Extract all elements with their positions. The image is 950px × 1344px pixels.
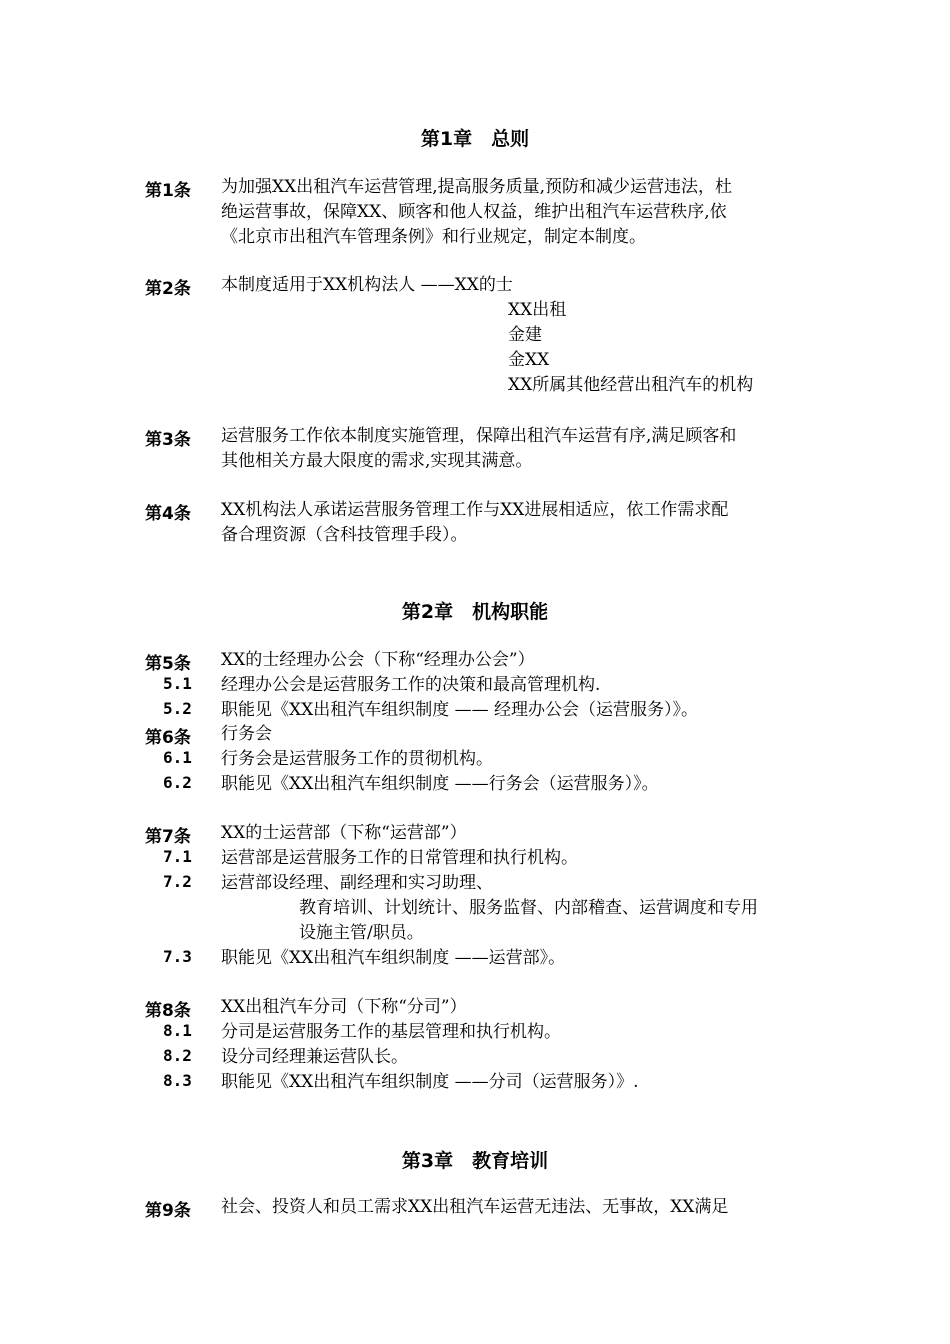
clause-number: 8.1 (163, 1021, 192, 1040)
article-label: 第4条 (145, 504, 191, 524)
clause-number: 8.2 (163, 1046, 192, 1065)
clause-number: 7.1 (163, 847, 192, 866)
article-label: 第2条 (145, 279, 191, 299)
clause-number: 5.2 (163, 699, 192, 718)
list-item: 金XX (508, 350, 550, 370)
article-label: 第8条 (145, 1001, 191, 1021)
article-text: 运营服务工作依本制度实施管理，保障出租汽车运营有序,满足顾客和 (221, 426, 737, 446)
clause-text: 经理办公会是运营服务工作的决策和最高管理机构. (221, 675, 601, 695)
article-text: 行务会 (221, 724, 272, 744)
clause-number: 5.1 (163, 674, 192, 693)
article-text: XX的士运营部（下称“运营部”） (221, 823, 467, 843)
article-label: 第5条 (145, 654, 191, 674)
article-text: 社会、投资人和员工需求XX出租汽车运营无违法、无事故，XX满足 (221, 1197, 729, 1217)
article-label: 第6条 (145, 728, 191, 748)
article-text: 备合理资源（含科技管理手段）。 (221, 525, 468, 545)
clause-text: 职能见《XX出租汽车组织制度 —— 经理办公会（运营服务）》。 (221, 700, 699, 720)
clause-text: 职能见《XX出租汽车组织制度 ——分司（运营服务）》. (221, 1072, 639, 1092)
article-text: XX出租汽车分司（下称“分司”） (221, 997, 467, 1017)
clause-continuation: 教育培训、计划统计、服务监督、内部稽查、运营调度和专用 (299, 898, 758, 918)
clause-number: 6.2 (163, 773, 192, 792)
clause-number: 7.2 (163, 872, 192, 891)
article-label: 第7条 (145, 827, 191, 847)
chapter-title: 第1章 总则 (420, 128, 530, 150)
clause-text: 职能见《XX出租汽车组织制度 ——行务会（运营服务）》。 (221, 774, 659, 794)
article-text: 其他相关方最大限度的需求,实现其满意。 (221, 451, 533, 471)
list-item: XX所属其他经营出租汽车的机构 (508, 375, 754, 395)
clause-text: 职能见《XX出租汽车组织制度 ——运营部》。 (221, 948, 566, 968)
article-text: XX的士经理办公会（下称“经理办公会”） (221, 650, 535, 670)
article-label: 第3条 (145, 430, 191, 450)
article-label: 第9条 (145, 1201, 191, 1221)
clause-text: 运营部是运营服务工作的日常管理和执行机构。 (221, 848, 578, 868)
article-text: XX机构法人承诺运营服务管理工作与XX进展相适应，依工作需求配 (221, 500, 729, 520)
list-item: XX出租 (508, 300, 567, 320)
article-text: 《北京市出租汽车管理条例》和行业规定，制定本制度。 (221, 227, 646, 247)
chapter-title: 第3章 教育培训 (401, 1150, 549, 1172)
chapter-title: 第2章 机构职能 (401, 601, 549, 623)
article-text: 绝运营事故，保障XX、顾客和他人权益，维护出租汽车运营秩序,依 (221, 202, 727, 222)
clause-number: 8.3 (163, 1071, 192, 1090)
article-text: 本制度适用于XX机构法人 ——XX的士 (221, 275, 513, 295)
clause-text: 分司是运营服务工作的基层管理和执行机构。 (221, 1022, 561, 1042)
clause-number: 7.3 (163, 947, 192, 966)
clause-text: 行务会是运营服务工作的贯彻机构。 (221, 749, 493, 769)
article-label: 第1条 (145, 181, 191, 201)
clause-text: 运营部设经理、副经理和实习助理、 (221, 873, 493, 893)
list-item: 金建 (508, 325, 542, 345)
clause-text: 设分司经理兼运营队长。 (221, 1047, 408, 1067)
clause-number: 6.1 (163, 748, 192, 767)
article-text: 为加强XX出租汽车运营管理,提高服务质量,预防和减少运营违法，杜 (221, 177, 733, 197)
clause-continuation: 设施主管/职员。 (299, 923, 424, 943)
